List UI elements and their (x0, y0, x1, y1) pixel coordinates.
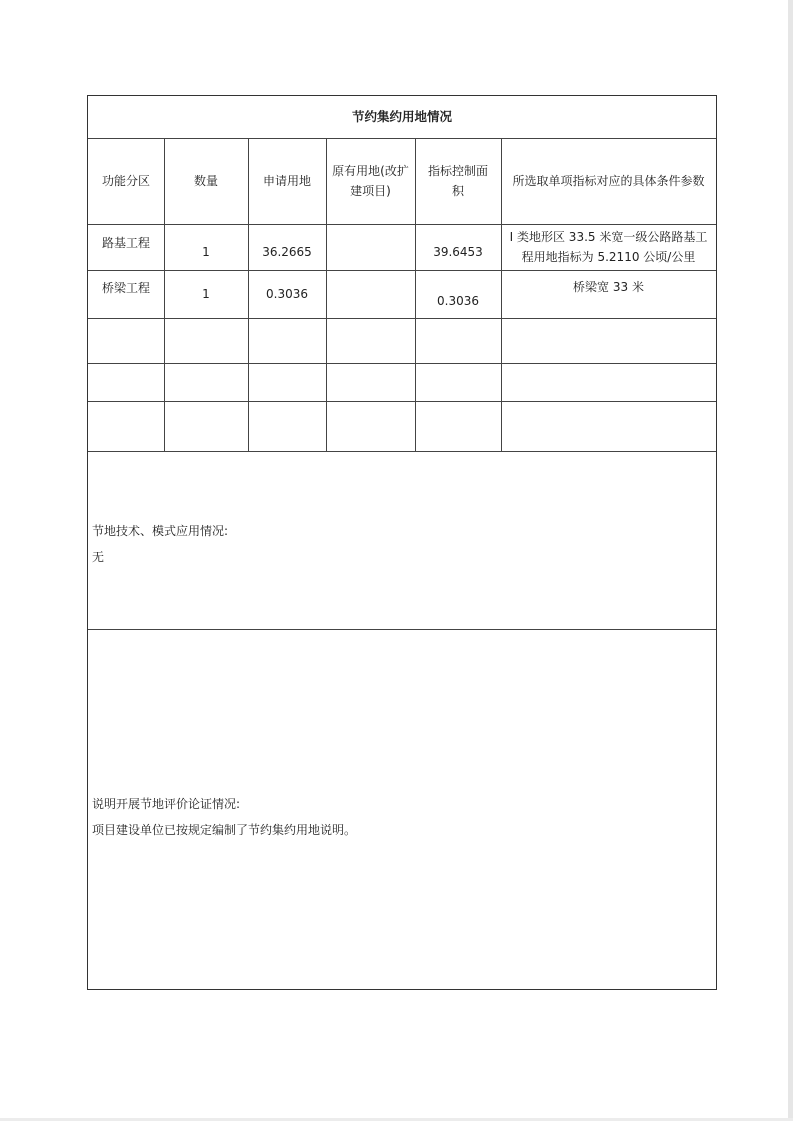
row2-params: 桥梁宽 33 米 (573, 280, 644, 294)
header-zone: 功能分区 (101, 174, 150, 188)
land-use-form (87, 95, 717, 990)
row1-params (501, 224, 716, 270)
row1-params-line-2: 程用地指标为 5.2110 公顷/公里 (521, 250, 696, 264)
row1-zone: 路基工程 (101, 236, 150, 250)
divider (88, 401, 716, 402)
row2-applied: 0.3036 (266, 287, 308, 301)
row1-applied: 36.2665 (262, 245, 312, 259)
row2-index-area: 0.3036 (437, 294, 479, 308)
row1-index-area: 39.6453 (433, 245, 483, 259)
divider (88, 318, 716, 319)
row1-original (326, 224, 415, 270)
header-original-land-line-2: 建项目) (350, 184, 391, 198)
header-count: 数量 (193, 174, 218, 188)
row2-count: 1 (202, 287, 210, 301)
row2-original (326, 270, 415, 318)
tech-content: 无 (92, 550, 105, 564)
row2-zone: 桥梁工程 (101, 281, 150, 295)
evaluation-content: 项目建设单位已按规定编制了节约集约用地说明。 (92, 823, 357, 837)
evaluation-label: 说明开展节地评价论证情况: (92, 797, 241, 811)
header-original-land-line-1: 原有用地(改扩 (332, 164, 409, 178)
header-params: 所选取单项指标对应的具体条件参数 (512, 174, 705, 188)
header-index-area-line-1: 指标控制面 (427, 164, 488, 178)
divider (88, 629, 716, 630)
divider (88, 451, 716, 452)
divider (88, 363, 716, 364)
scan-edge (788, 0, 793, 1121)
header-index-area-line-2: 积 (451, 184, 464, 198)
row1-count: 1 (202, 245, 210, 259)
section-title: 节约集约用地情况 (351, 109, 452, 124)
header-index-area (415, 138, 501, 224)
header-original-land (326, 138, 415, 224)
row1-params-line-1: I 类地形区 33.5 米宽一级公路路基工 (509, 230, 708, 244)
header-applied-land: 申请用地 (262, 174, 311, 188)
tech-label: 节地技术、模式应用情况: (92, 524, 229, 538)
